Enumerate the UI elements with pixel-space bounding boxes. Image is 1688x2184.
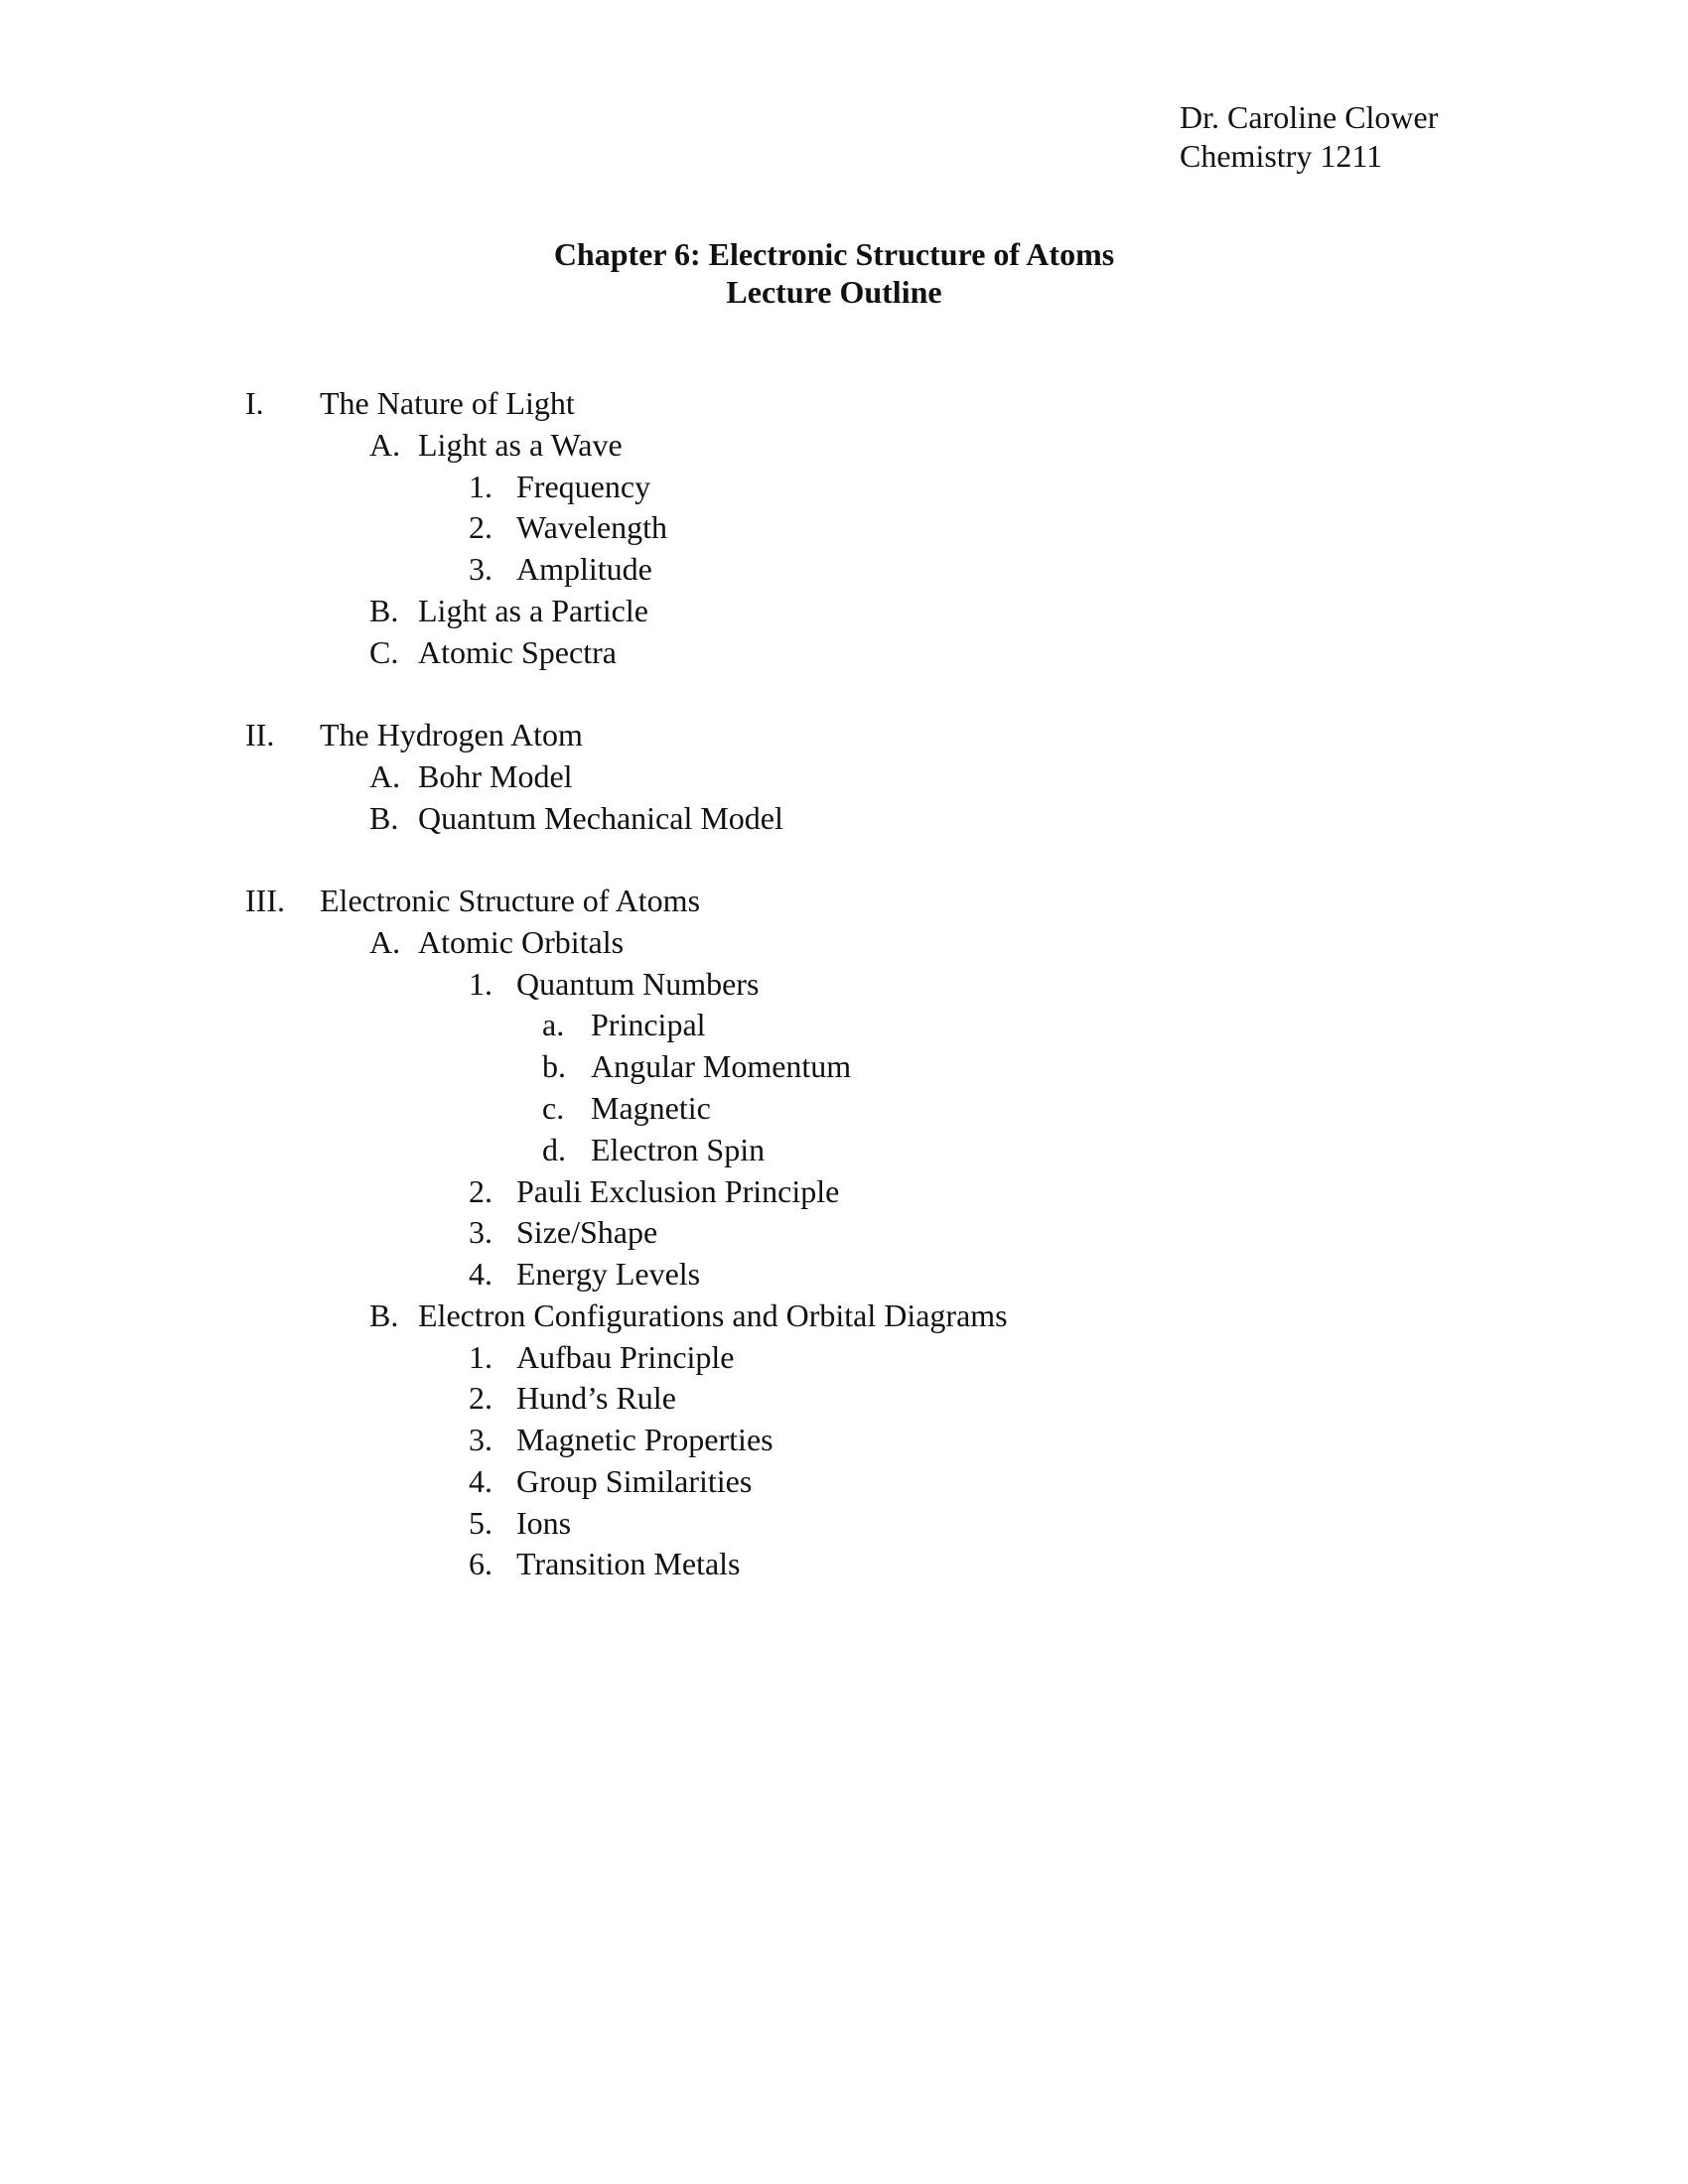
outline-marker: 3. xyxy=(469,551,492,588)
outline-item xyxy=(0,1088,1688,1130)
outline-text: Frequency xyxy=(516,468,651,504)
outline-marker: A. xyxy=(369,757,401,794)
outline-marker: B. xyxy=(369,799,399,836)
outline-text: Hund’s Rule xyxy=(516,1380,676,1417)
outline-text: The Nature of Light xyxy=(320,385,575,421)
outline-item xyxy=(0,964,1688,1006)
outline-item xyxy=(0,507,1688,549)
outline-marker: 4. xyxy=(469,1462,492,1499)
outline-item xyxy=(0,1212,1688,1254)
outline-text: Bohr Model xyxy=(418,757,573,794)
outline-item xyxy=(0,1171,1688,1213)
outline-item xyxy=(0,1296,1688,1337)
outline-marker: 1. xyxy=(469,1338,492,1375)
outline-marker: c. xyxy=(542,1090,565,1127)
outline-item xyxy=(0,1461,1688,1503)
outline-item xyxy=(0,1005,1688,1046)
outline-marker: B. xyxy=(369,1297,399,1333)
outline-text: Electron Spin xyxy=(591,1131,766,1167)
outline-marker: 6. xyxy=(469,1546,492,1582)
outline-text: Atomic Orbitals xyxy=(418,923,625,960)
outline-text: Aufbau Principle xyxy=(516,1338,735,1375)
outline-marker: 2. xyxy=(469,509,492,546)
outline-item xyxy=(0,922,1688,964)
outline-marker: b. xyxy=(542,1048,566,1085)
outline-text: Light as a Wave xyxy=(418,426,623,463)
outline-item xyxy=(0,383,1688,425)
outline-marker: III. xyxy=(245,883,285,919)
document-title: Chapter 6: Electronic Structure of Atoms xyxy=(553,236,1115,272)
outline-item xyxy=(0,425,1688,467)
outline-text: Pauli Exclusion Principle xyxy=(516,1172,840,1209)
outline-marker: II. xyxy=(245,717,275,753)
outline-item xyxy=(0,1337,1688,1379)
outline-item xyxy=(0,1420,1688,1461)
outline-text: Principal xyxy=(591,1007,706,1043)
outline-text: Quantum Numbers xyxy=(516,965,760,1002)
outline-text: Energy Levels xyxy=(516,1256,701,1293)
outline-item xyxy=(0,1046,1688,1088)
outline-text: The Hydrogen Atom xyxy=(320,717,583,753)
outline-text: Magnetic Properties xyxy=(516,1422,774,1458)
outline-item xyxy=(0,881,1688,922)
outline-marker: 5. xyxy=(469,1504,492,1541)
outline-text: Electron Configurations and Orbital Diagrams xyxy=(418,1297,1008,1333)
outline-text: Quantum Mechanical Model xyxy=(418,799,783,836)
outline-marker: 2. xyxy=(469,1380,492,1417)
outline-marker: 3. xyxy=(469,1422,492,1458)
outline-text: Group Similarities xyxy=(516,1462,753,1499)
outline-text: Atomic Spectra xyxy=(418,633,617,670)
outline-item xyxy=(0,1254,1688,1296)
outline-item xyxy=(0,1544,1688,1585)
outline-item xyxy=(0,1503,1688,1545)
outline-marker: C. xyxy=(369,633,399,670)
outline-item xyxy=(0,467,1688,508)
outline-marker: A. xyxy=(369,923,401,960)
outline-text: Amplitude xyxy=(516,551,652,588)
outline-marker: 3. xyxy=(469,1214,492,1251)
outline-marker: 4. xyxy=(469,1256,492,1293)
outline-marker: a. xyxy=(542,1007,565,1043)
outline-marker: 1. xyxy=(469,965,492,1002)
outline-text: Size/Shape xyxy=(516,1214,658,1251)
lecture-outline xyxy=(0,383,1688,1585)
document-subtitle: Lecture Outline xyxy=(726,274,942,310)
outline-marker: 1. xyxy=(469,468,492,504)
outline-item xyxy=(0,591,1688,632)
outline-item xyxy=(0,549,1688,591)
outline-text: Ions xyxy=(516,1504,572,1541)
outline-marker: B. xyxy=(369,592,399,628)
outline-item xyxy=(0,1378,1688,1420)
outline-text: Transition Metals xyxy=(516,1546,741,1582)
outline-marker: I. xyxy=(245,385,264,421)
outline-item xyxy=(0,756,1688,798)
outline-item xyxy=(0,1130,1688,1171)
outline-marker: 2. xyxy=(469,1172,492,1209)
outline-marker: d. xyxy=(542,1131,566,1167)
outline-text: Light as a Particle xyxy=(418,592,648,628)
outline-text: Magnetic xyxy=(591,1090,711,1127)
outline-item xyxy=(0,715,1688,756)
outline-text: Wavelength xyxy=(516,509,668,546)
outline-text: Electronic Structure of Atoms xyxy=(320,883,701,919)
outline-marker: A. xyxy=(369,426,401,463)
author-name: Dr. Caroline Clower xyxy=(1180,99,1439,135)
outline-item xyxy=(0,798,1688,840)
course-name: Chemistry 1211 xyxy=(1180,138,1383,174)
outline-text: Angular Momentum xyxy=(591,1048,852,1085)
outline-item xyxy=(0,632,1688,674)
